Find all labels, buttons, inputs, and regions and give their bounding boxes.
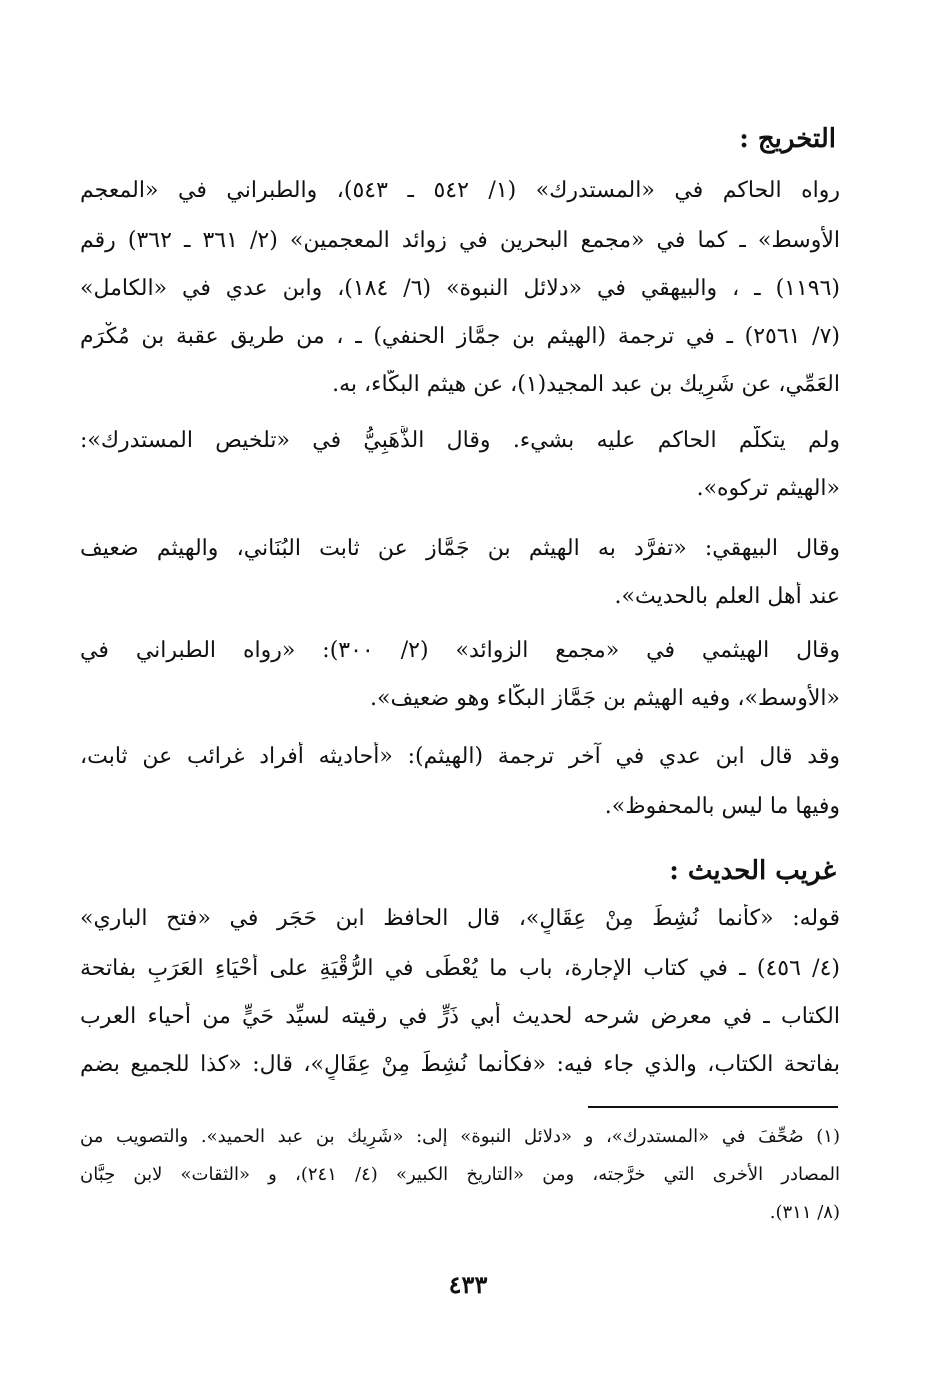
paragraph-6-line-2: (٤/ ٤٥٦) ـ في كتاب الإجارة، باب ما يُعْطَى في الرُّقْيَةِ على أَحْيَاءِ العَرَبِ بفاتحة [80, 956, 840, 981]
footnote-line-2: المصادر الأخرى التي خرَّجته، ومن «التاريخ الكبير» (٤/ ٢٤١)، و «الثقات» لابن حِبَّان [80, 1164, 840, 1185]
page-number: ٤٣٣ [448, 1270, 488, 1299]
paragraph-5-line-1: وقد قال ابن عدي في آخر ترجمة (الهيثم): «أحاديثه أفراد غرائب عن ثابت، [80, 744, 840, 769]
footnote-separator [588, 1106, 838, 1108]
paragraph-1-line-1: رواه الحاكم في «المستدرك» (١/ ٥٤٢ ـ ٥٤٣)، والطبراني في «المعجم [80, 178, 840, 203]
paragraph-1-line-5: العَمِّي، عن شَرِيك بن عبد المجيد(١)، عن هيثم البكَّاء، به. [332, 372, 840, 397]
paragraph-2-line-1: ولم يتكلَّم الحاكم عليه بشيء. وقال الذَّهَبِيُّ في «تلخيص المستدرك»: [80, 428, 840, 453]
takhrij-heading: التخريج : [739, 124, 836, 154]
paragraph-6-line-4: بفاتحة الكتاب، والذي جاء فيه: «فكأنما نُشِطَ مِنْ عِقَالٍ»، قال: «كذا للجميع بضم [80, 1052, 840, 1077]
footnote-line-1: (١) صُحِّفَ في «المستدرك»، و «دلائل النبوة» إلى: «شَرِيك بن عبد الحميد». والتصويب من [80, 1126, 840, 1147]
paragraph-5-line-2: وفيها ما ليس بالمحفوظ». [604, 794, 840, 819]
paragraph-4-line-2: «الأوسط»، وفيه الهيثم بن جَمَّاز البكَّاء وهو ضعيف». [370, 686, 840, 711]
paragraph-1-line-4: (٧/ ٢٥٦١) ـ في ترجمة (الهيثم بن جمَّاز الحنفي) ـ ، من طريق عقبة بن مُكْرَم [80, 324, 840, 349]
footnote-line-3: (٨/ ٣١١). [769, 1202, 840, 1223]
paragraph-6-line-3: الكتاب ـ في معرض شرحه لحديث أبي ذَرٍّ في رقيته لسيِّد حَيٍّ من أحياء العرب [80, 1004, 840, 1029]
gharib-heading: غريب الحديث : [669, 856, 836, 886]
paragraph-4-line-1: وقال الهيثمي في «مجمع الزوائد» (٢/ ٣٠٠): «رواه الطبراني في [80, 638, 840, 663]
paragraph-2-line-2: «الهيثم تركوه». [696, 476, 840, 501]
paragraph-1-line-2: الأوسط» ـ كما في «مجمع البحرين في زوائد المعجمين» (٢/ ٣٦١ ـ ٣٦٢) رقم [80, 228, 840, 253]
paragraph-6-line-1: قوله: «كأنما نُشِطَ مِنْ عِقَالٍ»، قال الحافظ ابن حَجَر في «فتح الباري» [80, 906, 840, 931]
paragraph-3-line-2: عند أهل العلم بالحديث». [614, 584, 840, 609]
paragraph-1-line-3: (١١٩٦) ـ ، والبيهقي في «دلائل النبوة» (٦/ ١٨٤)، وابن عدي في «الكامل» [80, 276, 840, 301]
paragraph-3-line-1: وقال البيهقي: «تفرَّد به الهيثم بن جَمَّاز عن ثابت البُنَاني، والهيثم ضعيف [80, 536, 840, 561]
